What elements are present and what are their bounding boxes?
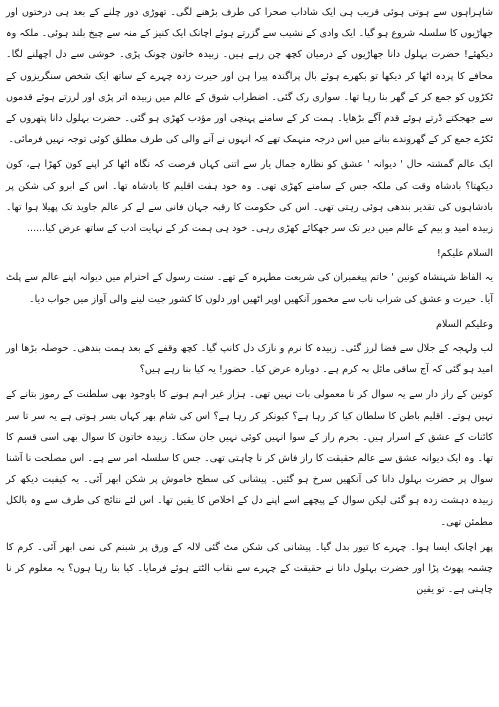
paragraph-4: لب ولہجہ کے جلال سے فضا لرز گئی۔ زبیدہ کا نرم و نازک دل کانپ گیا۔ کچھ وقفے کے بعد ہمت بندھی۔ حوصلہ بڑھا اور امید ہو گئی کہ آج ساقی مائل بہ کرم ہے۔ دوبارہ عرض کیا۔ حضور! یہ کیا بنا رہے ہیں؟ (6, 343, 493, 376)
paragraph-1: شاہراہوں سے ہوتی ہوئی قریب ہی ایک شاداب صحرا کی طرف بڑھنے لگی۔ تھوڑی دور چلنے کے بعد ہی درختوں اور جھاڑیوں کا سلسلہ شروع ہو گیا۔ ایک وادی کے نشیب سے گزرتے ہوئے اچانک ایک کنیز کے منہ سے چیخ بلند ہوئی۔ ملکہ وہ دیکھئے! حضرت بہلول دانا جھاڑیوں کے درمیان کچھ چن رہے ہیں۔ زبیدہ خاتون چونک پڑی۔ خوشی سے دل اچھلنے لگا۔ محافے کا پردہ اٹھا کر دیکھا تو بکھرے ہوئے بال پراگندہ پیرا ہن اور حیرت زدہ چہرے کے ساتھ ایک شخص سنگریزوں کے ٹکڑوں کو جمع کر کے گھر بنا رہا تھا۔ سواری رک گئی۔ اضطراب شوق کے عالم میں زبیدہ اتر پڑی اور لرزتے ہوئے قدموں سے جھجکتے ڈرتے ہوئے قدم آگے بڑھایا۔ ہمت کر کے سامنے پہنچی اور مؤدب کھڑی ہو گئی۔ حضرت بہلول دانا پتھروں کے ٹکڑے جمع کر کے گھروندے بنانے میں اس درجہ منہمک تھے کہ انہوں نے آنے والی کی طرف مطلق کوئی توجہ نہیں فرمائی۔ (6, 7, 493, 146)
paragraph-reply: وعلیکم السلام (436, 318, 493, 330)
paragraph-3: یہ الفاظ شہنشاہ کونین ' خاتم پیغمبران کی شریعت مطہرہ کے تھے۔ سنت رسول کے احترام میں دیوانہ اپنے عالم سے پلٹ آیا۔ حیرت و عشق کی شراب ناب سے مخمور آنکھیں اوپر اٹھیں اور دلوں کا کشور جیت لینے والی آواز میں جواب دیا۔ (6, 272, 493, 305)
paragraph-5: کونین کے راز دار سے یہ سوال کر نا معمولی بات نہیں تھی۔ ہزار غیر اہم ہونے کا باوجود بھی سلطنت کے رموز بتانے کے نہیں ہوتے۔ اقلیم باطن کا سلطان کیا کر رہا ہے؟ کیونکر کر رہا ہے؟ اس کی شام بھر کہاں بسر ہوتی ہے یہ سر تا سر کائنات کے عشق کے اسرار ہیں۔ بحرم راز کے سوا انہیں کوئی نہیں جان سکتا۔ زبیدہ خاتون کا سوال بھی اسی قسم کا تھا۔ وہ ایک دیوانہ عشق سے عالم حقیقت کا راز فاش کر نا چاہتی تھی۔ جس کا سلسلہ امر سے ہے۔ اس مصلحت نا آشنا سوال پر حضرت بہلول دانا کی آنکھیں سرخ ہو گئیں۔ پیشانی کی سطح خاموش پر شکن ابھر آئی۔ یہ کیفیت دیکھ کر زبیدہ دہشت زدہ ہو گئی لیکن سوال کے پیچھے اسے اپنے دل کے اخلاص کا یقین تھا۔ اس لئے نتائج کی طرف سے وہ بالکل مطمئن تھی۔ (6, 389, 493, 528)
paragraph-salutation: السلام علیکم! (436, 248, 493, 260)
paragraph-6: پھر اچانک ایسا ہوا۔ چہرے کا تیور بدل گیا۔ پیشانی کی شکن مٹ گئی لالہ کے ورق پر شبنم کی نمی ابھر آئی۔ کرم کا چشمہ پھوٹ پڑا اور حضرت بہلول دانا نے حقیقت کے چہرے سے نقاب الٹتے ہوئے فرمایا۔ کیا بنا رہا ہوں؟ یہ معلوم کر نا چاہتی ہے۔ تو یقین (6, 541, 493, 596)
paragraph-2: ایک عالم گمشتہ حال ' دیوانہ ' عشق کو نظارہ جمال یار سے اتنی کہاں فرصت کہ نگاہ اٹھا کر اپنے کون کھڑا ہے، کون دیکھتا؟ بادشاہ وقت کی ملکہ جس کے سامنے کھڑی تھی۔ وہ خود ہفت اقلیم کا بادشاہ تھا۔ اس کے ابرو کی شکن پر بادشاہوں کی تقدیر بندھی ہوئی رہتی تھی۔ اس کی حکومت کا رقبہ جہان فانی سے لے کر عالم جاوید تک پھیلا ہوا تھا۔ زبیدہ امید و بیم کے عالم میں دیر تک سر جھکائے کھڑی رہی۔ خود ہی ہمت کر کے نہایت ادب کے ساتھ عرض کیا...... (6, 159, 493, 235)
